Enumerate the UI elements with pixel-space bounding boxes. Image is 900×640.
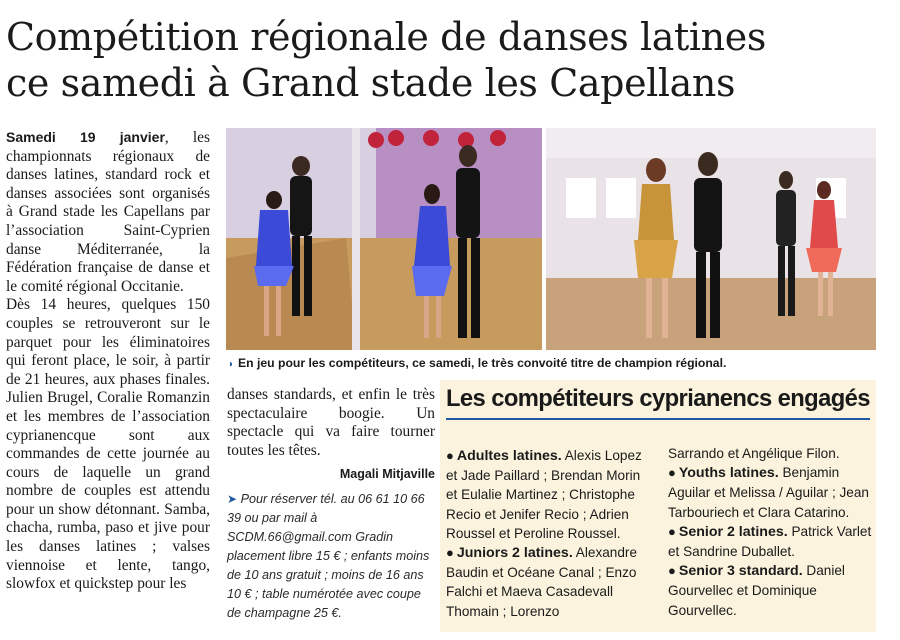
article-paragraph-2: Dès 14 heures, quelques 150 couples se retrouveront sur le parquet pour les éliminatoires qui feront place, le soir, à partir de 21 heures, aux phases finales. Julien Brugel, Coralie Romanzin et les membres de l’association cyprianencque sont aux commandes de cette journée au cours de laquelle un grand nombre de couples est attendu pour un show détonnant. Samba, chacha, rumba, paso et jive pour les danses latines ; valses viennoise et lente, tango, slowfox et quickstep pour les [6,296,210,593]
competitors-box-title: Les compétiteurs cyprianencs engagés [446,385,870,412]
competitor-names-continued: Sarrando et Angélique Filon. [668,446,840,461]
photo-caption [228,356,876,370]
photo-dancers-left-illustration [226,128,542,350]
competitor-category: Senior 2 latines. [678,523,788,540]
competitors-box-rule [446,418,870,420]
bullet-icon: ● [668,563,676,579]
competitor-names: Daniel Gourvellec et Dominique Gourvellec. [668,563,845,618]
bullet-icon: ● [668,523,676,539]
author-signature: Magali Mitjaville [339,467,435,482]
competitor-category: Youths latines. [678,465,779,482]
article-column-left [6,128,210,594]
article-lead: Samedi 19 janvier [6,129,165,145]
bullet-icon: ● [446,545,454,561]
practical-info-text: Pour réserver tél. au 06 61 10 66 39 ou par mail à SCDM.66@gmail.com Gradin placement libre 15 € ; enfants moins de 10 ans gratuit ; moins de 16 ans 10 € ; table numérotée avec coupe de champagne 25 €. [227,491,430,620]
article-paragraph-1 [6,128,210,296]
photo-dancers-right-illustration [546,128,876,350]
article-paragraph-1-text: , les championnats régionaux de danses latines, standard rock et danses associées sont organisés à Grand stade les Capellans par l’association Saint-Cyprien danse Méditerranée, la Fédération française de danse et le comité régional Occitanie. [6,129,211,295]
headline-line-2: ce samedi à Grand stade les Capellans [6,61,736,105]
bullet-icon: ● [668,465,676,481]
photo-dancers-left [226,128,542,350]
competitors-column-2 [668,444,874,620]
practical-info [227,490,435,623]
competitor-category: Senior 3 standard. [678,563,803,580]
headline [6,14,894,106]
bullet-icon: ● [446,448,454,463]
competitor-group [668,561,874,620]
arrow-right-icon: ➤ [227,491,238,506]
competitor-category: Juniors 2 latines. [456,545,573,562]
competitors-box [440,380,876,632]
competitor-group [668,463,874,522]
article-column-middle [227,386,435,623]
headline-line-1: Compétition régionale de danses latines [6,15,766,59]
competitor-names: Alexis Lopez et Jade Paillard ; Brendan Morin et Eulalie Martinez ; Christophe Recio et Jenifer Recio ; Adrien Roussel et Peroline Roussel. [446,448,642,541]
competitors-column-1 [446,446,654,621]
competitor-names: Patrick Varlet et Sandrine Duballet. [668,523,872,560]
competitor-group [446,543,654,621]
competitor-group [446,446,654,543]
photo-dancers-right [546,128,876,350]
competitor-names: Alexandre Baudin et Océane Canal ; Enzo Falchi et Maeva Casadevall Thomain ; Lorenzo [446,545,638,619]
article-paragraph-2-continued: danses standards, et enfin le très spectaculaire boogie. Un spectacle qui va faire tourner toutes les têtes. [227,386,435,459]
competitor-group [668,522,874,561]
caption-marker-icon: ◗ [228,359,235,370]
competitor-category: Adultes latines. [456,448,562,464]
caption-text: En jeu pour les compétiteurs, ce samedi, le très convoité titre de champion régional. [238,356,727,370]
competitor-names: Benjamin Aguilar et Melissa / Aguilar ; Jean Tarbouriech et Clara Catarino. [668,465,869,520]
